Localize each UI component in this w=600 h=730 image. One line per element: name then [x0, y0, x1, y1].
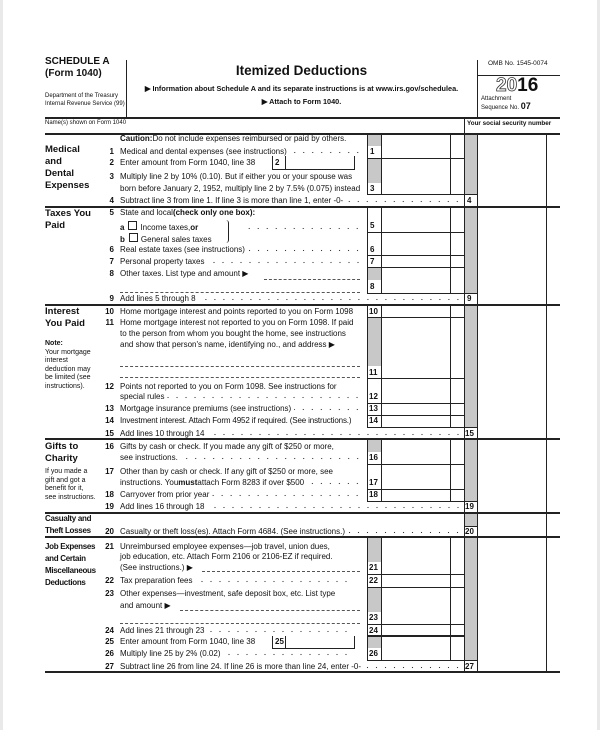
dot-leader — [364, 666, 462, 669]
line-number: 3 — [109, 172, 114, 181]
rule-line — [354, 636, 355, 648]
dept-line1: Department of the Treasury — [45, 93, 119, 99]
rule-line — [450, 305, 451, 427]
dot-leader — [208, 261, 363, 264]
gifts-note — [45, 468, 96, 502]
rule-line — [367, 624, 464, 625]
header-rule — [45, 117, 560, 119]
line-number: 20 — [465, 527, 474, 536]
rule-line — [367, 587, 464, 588]
shaded-cell — [368, 268, 381, 280]
shaded-cell — [465, 439, 477, 501]
dot-leader — [224, 653, 351, 656]
line-18 — [120, 490, 362, 500]
text: interest — [45, 357, 68, 365]
text: Enter amount from Form 1040, line 38 — [120, 158, 256, 167]
rule-line — [464, 194, 477, 195]
text: Dental — [45, 168, 75, 179]
text: State and local — [120, 208, 173, 217]
line-7 — [120, 257, 362, 267]
ssn-label: Your social security number — [467, 120, 552, 127]
line-number: 15 — [105, 429, 114, 438]
line-number: 17 — [105, 467, 114, 476]
text: Theft Losses — [45, 526, 91, 535]
text: and amount ▶ — [120, 601, 171, 610]
rule-line — [381, 537, 382, 660]
text: deduction may — [45, 365, 91, 373]
rule-line — [464, 134, 465, 672]
text: (check only one box): — [172, 208, 256, 217]
line-10 — [120, 307, 353, 317]
text: Charity — [45, 453, 78, 464]
text: (See instructions.) ▶ — [120, 563, 193, 572]
dot-leader — [248, 249, 362, 252]
text: Other expenses—investment, safe deposit box, etc. List type — [120, 589, 336, 598]
text: benefit for it, — [45, 485, 84, 493]
text: job education, etc. Attach Form 2106 or 2106-EZ if required. — [120, 552, 333, 561]
line-23a — [120, 589, 335, 599]
line-number: 14 — [105, 416, 114, 425]
line-14 — [120, 416, 351, 426]
text: to the person from whom you bought the home, see instructions — [120, 329, 346, 338]
text: Caution: — [120, 134, 153, 143]
rule-line — [285, 636, 286, 648]
line-17a — [120, 467, 333, 477]
divider — [464, 118, 465, 134]
line-number: 25 — [275, 637, 284, 646]
shaded-cell — [465, 305, 477, 427]
text: see instructions. — [45, 493, 96, 501]
dot-leader — [167, 396, 362, 399]
names-label: Name(s) shown on Form 1040 — [45, 120, 127, 126]
dot-leader — [290, 151, 362, 154]
line-21c — [120, 563, 193, 573]
tax-year — [496, 75, 538, 97]
text: born before January 2, 1952, multiply line 2 by 7.5% (0.075) instead — [120, 184, 361, 193]
line-15 — [120, 429, 462, 439]
line-number: 26 — [369, 649, 378, 658]
rule-line — [367, 660, 464, 661]
line-8-field-2[interactable] — [120, 292, 360, 293]
shaded-cell — [368, 588, 381, 612]
shaded-cell — [465, 513, 477, 526]
line-number: 11 — [369, 368, 378, 377]
line-11b — [120, 329, 346, 339]
dot-leader — [241, 227, 362, 230]
line-number: 9 — [467, 294, 472, 303]
text: Add lines 21 through 23 — [120, 626, 205, 635]
line-8 — [120, 269, 248, 279]
dot-leader — [348, 531, 462, 534]
line-19 — [120, 502, 462, 512]
line-number: 11 — [105, 318, 114, 327]
text: If you made a — [45, 468, 88, 475]
line-9 — [120, 294, 462, 304]
rule-line — [367, 378, 464, 379]
section-gifts — [45, 441, 78, 465]
shaded-cell — [465, 537, 477, 660]
shaded-cell — [368, 134, 381, 146]
line-number: 26 — [105, 649, 114, 658]
shaded-cell — [368, 318, 381, 366]
interest-note — [45, 340, 91, 392]
line-number: 23 — [369, 613, 378, 622]
rule-line — [367, 232, 464, 233]
line-27 — [120, 662, 462, 672]
shaded-cell — [368, 439, 381, 452]
rule-line — [367, 415, 464, 416]
text: Interest — [45, 306, 80, 317]
divider — [477, 60, 478, 118]
section-job — [45, 541, 96, 589]
text: Unreimbursed employee expenses—job travel, union dues, — [120, 542, 330, 551]
text: Multiply line 25 by 2% (0.02) — [120, 649, 221, 658]
line-26 — [120, 649, 350, 659]
line-number: 7 — [370, 257, 375, 266]
line-number: 5 — [370, 221, 375, 230]
rule-line — [367, 267, 464, 268]
text: attach Form 8283 if over $500 — [197, 478, 305, 487]
line-23-field[interactable] — [180, 610, 360, 611]
shaded-cell — [465, 207, 477, 293]
line-21b — [120, 552, 333, 562]
line-number: 4 — [109, 196, 114, 205]
dot-leader — [199, 298, 462, 301]
income-taxes-checkbox[interactable] — [128, 221, 137, 230]
text: Subtract line 3 from line 1. If line 3 is more than line 1, enter -0- — [120, 196, 344, 205]
rule-line — [367, 255, 464, 256]
rule-line — [464, 660, 477, 661]
text: special rules — [120, 392, 165, 401]
line-3a — [120, 172, 352, 182]
line-5b — [120, 233, 212, 245]
line-number: 14 — [369, 416, 378, 425]
section-interest — [45, 306, 85, 330]
dot-leader — [294, 408, 362, 411]
line-number: 23 — [105, 589, 114, 598]
rule-line — [381, 305, 382, 427]
text: Expenses — [45, 180, 90, 191]
text: General sales taxes — [140, 235, 212, 244]
sequence-number: 07 — [520, 101, 531, 111]
text: gift and got a — [45, 476, 86, 484]
line-number: 21 — [105, 542, 114, 551]
text: Tax preparation fees — [120, 576, 193, 585]
line-number: 6 — [109, 245, 114, 254]
line-13 — [120, 404, 362, 414]
rule-line — [367, 537, 368, 660]
rule-line — [367, 305, 368, 427]
year-bold: 16 — [517, 75, 539, 96]
section-casualty — [45, 513, 91, 537]
line-number: 8 — [370, 282, 375, 291]
text: be limited (see — [45, 374, 91, 382]
line-23b — [120, 601, 171, 611]
text: Do not include expenses reimbursed or paid by others. — [152, 134, 347, 143]
shaded-cell — [368, 537, 381, 562]
line-number: 27 — [105, 662, 114, 671]
rule-line — [367, 489, 464, 490]
line-8-field[interactable] — [264, 279, 360, 280]
text: or — [190, 223, 199, 232]
text: Add lines 5 through 8 — [120, 294, 196, 303]
sales-taxes-checkbox[interactable] — [129, 233, 138, 242]
text: Medical and dental expenses (see instructions) — [120, 147, 287, 156]
text: Casualty or theft loss(es). Attach Form 4684. (See instructions.) — [120, 527, 345, 536]
line-number: 22 — [369, 576, 378, 585]
rule-line — [546, 134, 547, 672]
line-24 — [120, 626, 350, 636]
line-20 — [120, 527, 462, 537]
dot-leader — [212, 494, 362, 497]
info-line: ▶ Information about Schedule A and its separate instructions is at www.irs.gov/schedulea. — [144, 84, 459, 93]
line-5 — [120, 208, 255, 218]
dept-line2: Internal Revenue Service (99) — [45, 101, 125, 107]
text: and Certain — [45, 554, 86, 563]
rule-line — [367, 427, 464, 428]
line-2 — [120, 158, 255, 168]
rule-line — [45, 512, 560, 514]
line-21-field[interactable] — [202, 571, 360, 572]
caution-text — [120, 134, 346, 144]
rule-line — [381, 134, 382, 194]
rule-line — [367, 635, 464, 637]
line-number: 10 — [105, 307, 114, 316]
rule-line — [354, 156, 355, 169]
rule-line — [367, 403, 464, 404]
dot-leader — [181, 457, 362, 460]
line-number: 13 — [105, 404, 114, 413]
attachment-sequence — [481, 96, 531, 112]
text: Miscellaneous — [45, 566, 96, 575]
text: Multiply line 2 by 10% (0.10). But if either you or your spouse was — [120, 172, 353, 181]
line-12a — [120, 382, 337, 392]
rule-line — [367, 439, 368, 501]
form-label: (Form 1040) — [45, 68, 102, 79]
text: Add lines 10 through 14 — [120, 429, 205, 438]
line-number: 21 — [369, 563, 378, 572]
line-number: 10 — [369, 307, 378, 316]
text: Medical — [45, 144, 80, 155]
text: Gifts to — [45, 441, 79, 452]
rule-line — [381, 439, 382, 501]
text: must — [178, 478, 198, 487]
line-number: 24 — [369, 626, 378, 635]
section-medical — [45, 144, 89, 192]
rule-line — [477, 134, 478, 672]
line-number: 18 — [105, 490, 114, 499]
line-6 — [120, 245, 362, 255]
text: You Paid — [45, 318, 85, 329]
text: a — [120, 223, 125, 232]
line-number: 22 — [105, 576, 114, 585]
text: Your mortgage — [45, 348, 91, 356]
line-number: 12 — [105, 382, 114, 391]
text: Deductions — [45, 578, 86, 587]
section-taxes — [45, 208, 91, 232]
text: Casualty and — [45, 514, 92, 523]
rule-line — [464, 427, 477, 428]
shaded-cell — [368, 159, 381, 183]
line-number: 27 — [465, 662, 474, 671]
rule-line — [381, 207, 382, 293]
line-number: 13 — [369, 404, 378, 413]
line-22 — [120, 576, 350, 586]
rule-line — [367, 464, 464, 465]
line-21a — [120, 542, 330, 552]
line-number: 25 — [105, 637, 114, 646]
line-16b — [120, 453, 362, 463]
schedule-label: SCHEDULE A — [45, 56, 110, 67]
text: Enter amount from Form 1040, line 38 — [120, 637, 256, 646]
line-number: 8 — [109, 269, 114, 278]
text: Home mortgage interest not reported to you on Form 1098. If paid — [120, 318, 354, 327]
dot-leader — [196, 580, 351, 583]
line-number: 19 — [105, 502, 114, 511]
schedule-title — [45, 56, 110, 80]
line-number: 2 — [109, 158, 114, 167]
sequence-label: Sequence No. — [481, 105, 520, 111]
shaded-cell — [368, 637, 381, 648]
line-17b — [120, 478, 362, 488]
line-number: 1 — [109, 147, 114, 156]
text: b — [120, 235, 125, 244]
text: Taxes You — [45, 208, 91, 219]
line-number: 17 — [369, 478, 378, 487]
line-number: 9 — [109, 294, 114, 303]
rule-line — [367, 194, 464, 195]
line-number: 6 — [370, 245, 375, 254]
text: Other than by cash or check. If any gift of $250 or more, see — [120, 467, 333, 476]
text: Carryover from prior year — [120, 490, 210, 499]
rule-line — [367, 317, 464, 318]
text: instructions). — [45, 382, 85, 390]
text: Investment interest. Attach Form 4952 if required. (See instructions.) — [120, 416, 352, 425]
text: Mortgage insurance premiums (see instructions) — [120, 404, 292, 413]
text: Income taxes, — [140, 223, 191, 232]
line-number: 3 — [370, 184, 375, 193]
line-number: 19 — [465, 502, 474, 511]
rule-line — [450, 207, 451, 293]
rule-line — [450, 537, 451, 660]
text: Add lines 16 through 18 — [120, 502, 205, 511]
dot-leader — [346, 200, 462, 203]
rule-line — [367, 158, 464, 159]
page-title: Itemized Deductions — [235, 63, 368, 78]
attach-line: ▶ Attach to Form 1040. — [261, 97, 342, 106]
line-number: 1 — [370, 147, 375, 156]
text: Note: — [45, 340, 63, 347]
rule-line — [367, 207, 368, 293]
line-11-field[interactable] — [120, 366, 360, 367]
line-number: 15 — [465, 429, 474, 438]
text: Job Expenses — [45, 542, 96, 551]
line-11c — [120, 340, 335, 350]
text: and — [45, 156, 62, 167]
line-5a — [120, 221, 362, 233]
dot-leader — [208, 630, 350, 633]
text: Personal property taxes — [120, 257, 205, 266]
line-number: 16 — [105, 442, 114, 451]
line-number: 4 — [467, 196, 472, 205]
shaded-cell — [465, 134, 477, 194]
line-16a — [120, 442, 334, 452]
text: and show that person's name, identifying no., and address ▶ — [120, 340, 335, 349]
department — [45, 92, 125, 108]
line-number: 12 — [369, 392, 378, 401]
line-12b — [120, 392, 362, 402]
text: Subtract line 26 from line 24. If line 26 is more than line 24, enter -0- — [120, 662, 362, 671]
rule-line — [367, 574, 464, 575]
line-25 — [120, 637, 255, 647]
rule-line — [450, 439, 451, 501]
text: see instructions. — [120, 453, 178, 462]
rule-line — [450, 134, 451, 194]
dot-leader — [208, 433, 462, 436]
line-number: 2 — [275, 158, 280, 167]
text: Home mortgage interest and points reported to you on Form 1098 — [120, 307, 354, 316]
line-4 — [120, 196, 462, 206]
line-number: 7 — [109, 257, 114, 266]
line-number: 18 — [369, 490, 378, 499]
dot-leader — [307, 482, 362, 485]
text: Points not reported to you on Form 1098. See instructions for — [120, 382, 337, 391]
dot-leader — [208, 506, 462, 509]
rule-line — [45, 304, 560, 306]
line-11a — [120, 318, 353, 328]
line-23-field-2[interactable] — [120, 623, 360, 624]
line-3b — [120, 184, 360, 194]
line-number: 5 — [109, 208, 114, 217]
line-11-field-2[interactable] — [120, 377, 360, 378]
line-number: 20 — [105, 527, 114, 536]
text: instructions. You — [120, 478, 179, 487]
text: Other taxes. List type and amount ▶ — [120, 269, 249, 278]
rule-line — [285, 156, 286, 169]
attachment-label: Attachment — [481, 96, 512, 102]
year-outline: 20 — [496, 75, 518, 96]
text: Paid — [45, 220, 66, 231]
text: Gifts by cash or check. If you made any gift of $250 or more, — [120, 442, 334, 451]
text: Real estate taxes (see instructions) — [120, 245, 245, 254]
omb-number: OMB No. 1545-0074 — [488, 60, 548, 67]
line-number: 24 — [105, 626, 114, 635]
rule-line — [367, 134, 368, 194]
line-number: 16 — [369, 453, 378, 462]
